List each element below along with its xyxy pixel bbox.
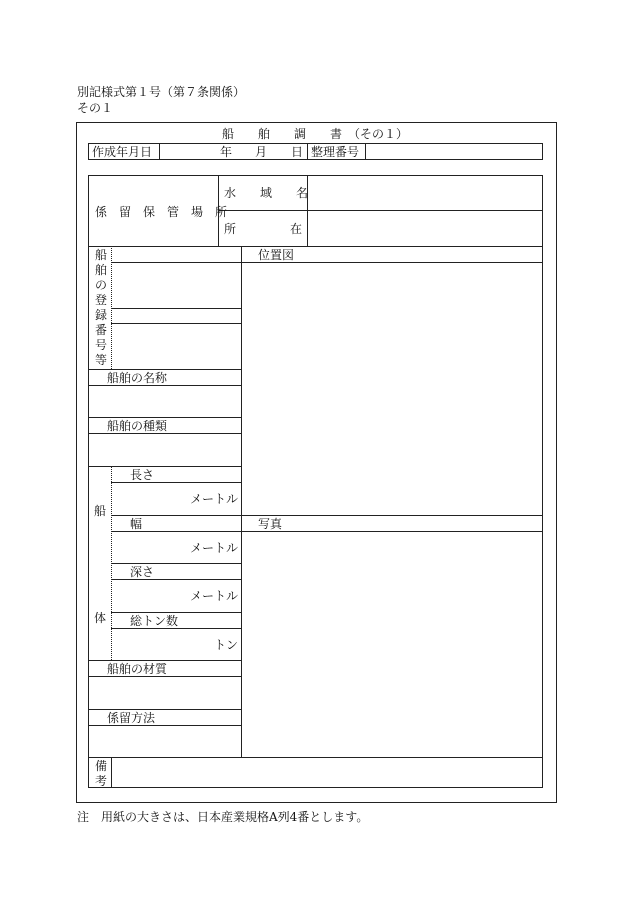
remarks-label: 備 考 [94,759,107,788]
ship-type-label: 船舶の種類 [107,419,168,433]
location-label-right: 在 [290,222,303,236]
registration-number-label: 船 舶 の 登 録 番 号 等 [94,248,107,367]
tonnage-unit: トン [214,638,239,652]
material-label: 船舶の材質 [107,662,168,676]
form-designation: 別記様式第１号（第７条関係） [77,85,246,99]
hull-label-top: 船 [94,504,107,518]
mooring-place-label: 係 留 保 管 場 所 [95,205,228,219]
day-label: 日 [291,145,304,159]
length-unit: メートル [190,492,239,506]
depth-unit: メートル [190,589,239,603]
width-label: 幅 [130,517,143,531]
mooring-method-label: 係留方法 [107,711,156,725]
footer-note: 注 用紙の大きさは、日本産業規格A列4番とします。 [77,810,369,824]
ship-name-label: 船舶の名称 [107,371,168,385]
length-label: 長さ [130,468,155,482]
water-area-label: 水 域 名 [224,186,309,200]
created-date-label: 作成年月日 [92,145,153,159]
width-unit: メートル [190,541,239,555]
remarks-row [88,758,543,788]
month-label: 月 [255,145,268,159]
depth-label: 深さ [130,565,155,579]
form-title: 船 舶 調 書 （その１） [222,127,409,141]
location-map-label: 位置図 [258,248,295,262]
location-label-left: 所 [224,222,237,236]
form-subtitle: その１ [77,101,114,115]
tonnage-label: 総トン数 [130,614,179,628]
photo-label: 写真 [258,517,283,531]
year-label: 年 [220,145,233,159]
ref-number-label: 整理番号 [311,145,360,159]
hull-label-bottom: 体 [94,611,107,625]
